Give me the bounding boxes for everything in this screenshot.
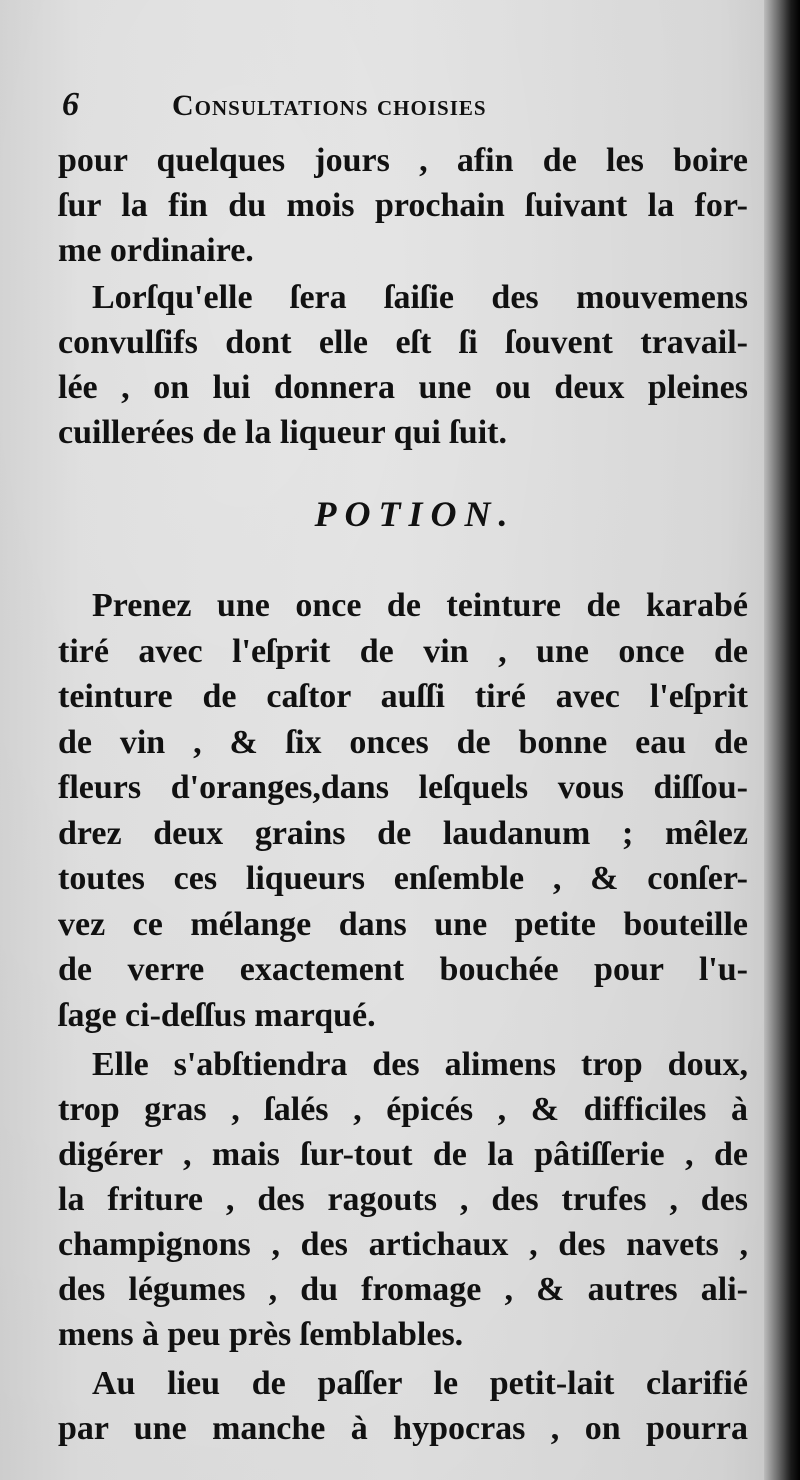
paragraph-1 [58,138,748,273]
text-line: drez deux grains de laudanum ; mêlez [58,814,748,852]
text-line: convulſifs dont elle eſt ſi ſouvent travail- [58,324,748,361]
text-line: ſage ci-deſſus marqué. [58,996,376,1034]
text-line: me ordinaire. [58,232,254,269]
paragraph-4 [58,1042,748,1357]
page-number: 6 [62,86,79,123]
text-line: ſur la fin du mois prochain ſuivant la for- [58,187,748,224]
paragraph-2 [58,275,748,455]
text-line: toutes ces liqueurs enſemble , & conſer- [58,860,748,897]
text-line: Elle s'abſtiendra des alimens trop doux, [92,1046,748,1083]
text-line: digérer , mais ſur-tout de la pâtiſſerie , de [58,1136,748,1173]
paragraph-3 [58,583,748,1038]
text-line: teinture de caſtor auſſi tiré avec l'eſprit [58,678,748,715]
text-line: de vin , & ſix onces de bonne eau de [58,723,748,761]
text-line: champignons , des artichaux , des navets , [58,1226,748,1263]
text-line: des légumes , du fromage , & autres ali- [58,1271,748,1308]
paragraph-5 [58,1361,748,1451]
text-line: Lorſqu'elle ſera ſaiſie des mouvemens [92,279,748,316]
section-title: POTION. [314,494,516,534]
text-line: Au lieu de paſſer le petit-lait clarifié [92,1365,748,1402]
text-line: pour quelques jours , afin de les boire [58,142,748,179]
text-line: tiré avec l'eſprit de vin , une once de [58,632,748,670]
running-title: Consultations choisies [172,89,487,122]
text-line: vez ce mélange dans une petite bouteille [58,905,748,943]
page-text [58,86,748,1451]
book-binding-edge [764,0,800,1480]
text-line: par une manche à hypocras , on pourra [58,1410,748,1447]
text-line: mens à peu près ſemblables. [58,1316,464,1353]
text-line: fleurs d'oranges,dans leſquels vous diſſou- [58,769,748,806]
text-line: trop gras , ſalés , épicés , & difficiles à [58,1091,748,1128]
running-head [58,86,748,136]
text-line: Prenez une once de teinture de karabé [92,587,748,624]
text-line: de verre exactement bouchée pour l'u- [58,951,748,988]
text-line: cuillerées de la liqueur qui ſuit. [58,414,507,451]
text-line: la friture , des ragouts , des trufes , des [58,1181,748,1218]
text-line: lée , on lui donnera une ou deux pleines [58,369,748,406]
